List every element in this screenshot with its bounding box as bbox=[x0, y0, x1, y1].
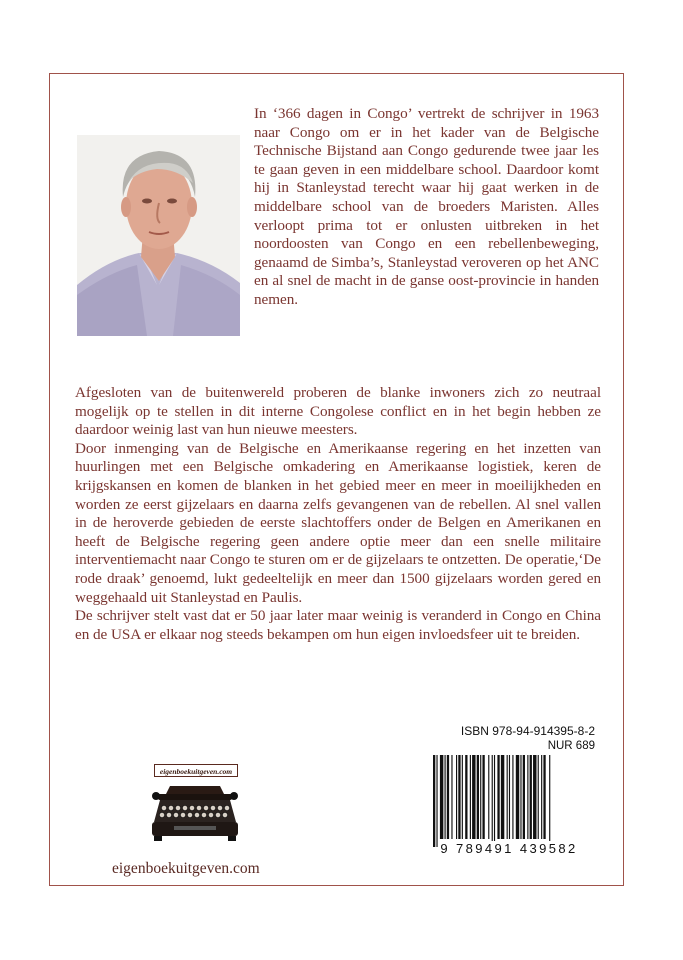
barcode-digits-text: 9 789491 439582 bbox=[440, 841, 578, 856]
typewriter-icon bbox=[140, 764, 250, 854]
intro-paragraph: In ‘366 dagen in Congo’ vertrekt de schrijver in 1963 naar Congo om er in het kader van de Belgische Technische Bijstand aan Congo gedurende twee jaar les te gaan geven in een middelbare school. Daardoor komt hij in Stanleystad terecht waar hij gaat werken in de middelbare school van de broeders Maristen. Alles verloopt prima tot er onlusten uitbreken in het noordoosten van Congo en een rebellenbeweging, genaamd de Simba’s, Stanleystad veroveren op het ANC en al snel de macht in de ganse oost-provincie in handen nemen. bbox=[254, 105, 599, 308]
nur-code: NUR 689 bbox=[547, 740, 595, 752]
main-text bbox=[75, 384, 601, 644]
main-paragraph-2: Door inmenging van de Belgische en Amerikaanse regering en het inzetten van huurlingen met een Belgische omkadering en Amerikaanse logistiek, keren de krijgskansen en komen de blanken in het gebied meer en meer in moeilijkheden en worden ze eerst gijzelaars en daarna zelfs gevangenen van de rebellen. Al snel vallen in de heroverde gebieden de eerste slachtoffers onder de Belgen en Amerikanen en heeft de Belgische regering geen andere optie meer dan een snelle militaire interventiemacht naar Congo te sturen om er de gijzelaars te ontzetten. De operatie,‘De rode draak’ genoemd, lukt gedeeltelijk en meer dan 1500 gijzelaars worden gered en weggehaald uit Stanleystad en Paulis. bbox=[75, 439, 601, 606]
publisher-logo-banner: eigenboekuitgeven.com bbox=[154, 764, 238, 777]
barcode-digits bbox=[423, 841, 595, 856]
isbn-number: ISBN 978-94-914395-8-2 bbox=[460, 724, 595, 738]
barcode-bars bbox=[433, 755, 588, 851]
publisher-url: eigenboekuitgeven.com bbox=[112, 860, 260, 877]
main-paragraph-1: Afgesloten van de buitenwereld proberen de blanke inwoners zich zo neutraal mogelijk op te stellen in dit interne Congolese conflict en in het begin hebben ze daardoor weinig last van hun nieuwe meesters. bbox=[75, 384, 601, 439]
barcode bbox=[423, 755, 595, 859]
main-paragraph-3: De schrijver stelt vast dat er 50 jaar later maar weinig is veranderd in Congo en China en de USA er elkaar nog steeds bekampen om hun eigen invloedsfeer uit te breiden. bbox=[75, 607, 601, 643]
publisher-logo bbox=[140, 764, 250, 854]
back-cover-frame bbox=[49, 73, 624, 886]
isbn-block bbox=[423, 724, 595, 859]
author-photo bbox=[77, 135, 240, 336]
